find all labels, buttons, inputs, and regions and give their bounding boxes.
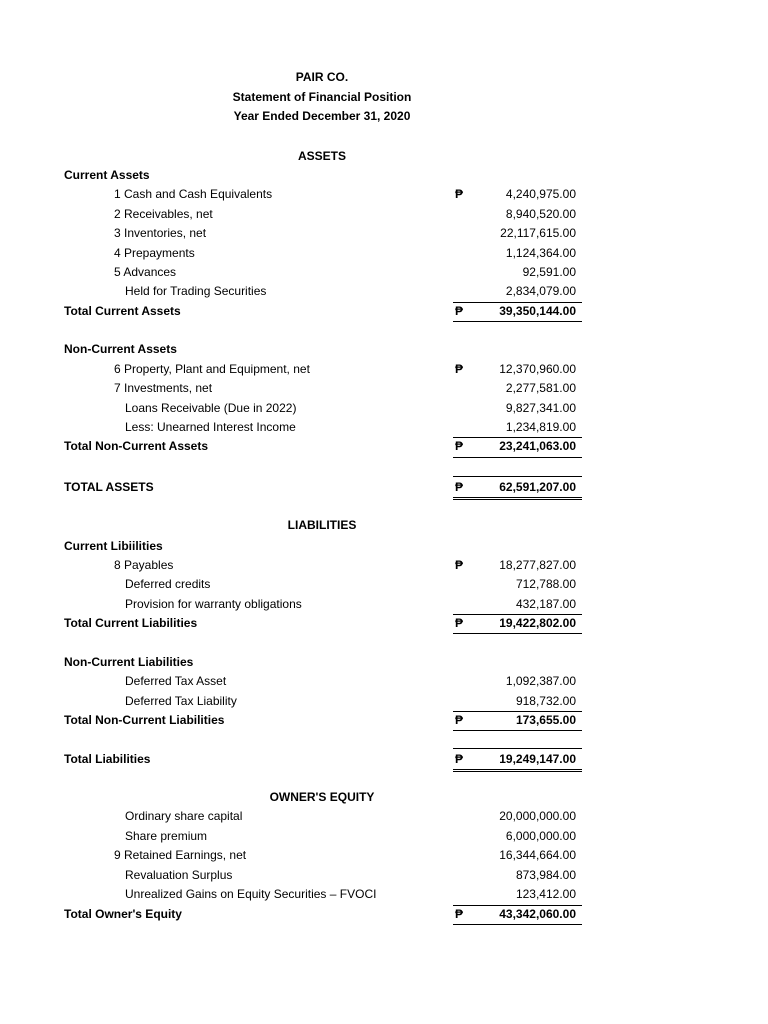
peso-sign: ₱ — [455, 752, 464, 766]
line-item-loans-receivable — [0, 399, 768, 418]
line-item-advances — [0, 263, 768, 282]
line-item-label: Share premium — [125, 829, 208, 843]
line-item-label: 8 Payables — [114, 558, 174, 572]
total-amount: 62,591,207.00 — [499, 480, 576, 494]
current-assets-heading — [0, 166, 768, 185]
line-item-label: Less: Unearned Interest Income — [125, 420, 296, 434]
peso-sign: ₱ — [455, 304, 464, 318]
total-label: Total Non-Current Liabilities — [64, 713, 225, 727]
peso-sign: ₱ — [455, 713, 464, 727]
liabilities-section-heading: LIABILITIES — [287, 518, 357, 532]
line-item-inventories — [0, 224, 768, 243]
total-label: Total Non-Current Assets — [64, 439, 209, 453]
line-item-deferred-tax-asset — [0, 672, 768, 691]
line-item-prepayments — [0, 244, 768, 263]
line-item-cash — [0, 185, 768, 204]
line-item-payables — [0, 556, 768, 575]
peso-sign: ₱ — [455, 439, 464, 453]
company-name: PAIR CO. — [295, 70, 349, 84]
line-item-amount: 20,000,000.00 — [499, 809, 576, 823]
line-item-amount: 18,277,827.00 — [499, 558, 576, 572]
total-current-liabilities-row — [0, 614, 768, 633]
total-amount: 23,241,063.00 — [499, 439, 576, 453]
peso-sign: ₱ — [455, 558, 464, 572]
line-item-revaluation-surplus — [0, 866, 768, 885]
line-item-label: Ordinary share capital — [125, 809, 243, 823]
line-item-amount: 918,732.00 — [515, 694, 576, 708]
line-item-amount: 2,834,079.00 — [505, 284, 576, 298]
line-item-deferred-credits — [0, 575, 768, 594]
total-label: Total Current Liabilities — [64, 616, 198, 630]
line-item-share-capital — [0, 807, 768, 826]
line-item-label: Deferred Tax Asset — [125, 674, 227, 688]
statement-period: Year Ended December 31, 2020 — [233, 109, 411, 123]
total-label: Total Current Assets — [64, 304, 181, 318]
total-noncurrent-assets-row — [0, 437, 768, 456]
line-item-retained-earnings — [0, 846, 768, 865]
line-item-label: 3 Inventories, net — [114, 226, 207, 240]
section-label: Current Libiilities — [64, 539, 163, 553]
peso-sign: ₱ — [455, 362, 464, 376]
line-item-unearned-interest — [0, 418, 768, 437]
line-item-amount: 8,940,520.00 — [505, 207, 576, 221]
total-underline — [453, 633, 582, 634]
total-amount: 19,249,147.00 — [499, 752, 576, 766]
double-underline — [453, 769, 582, 772]
peso-sign: ₱ — [455, 907, 464, 921]
total-underline — [453, 730, 582, 731]
total-label: TOTAL ASSETS — [64, 480, 154, 494]
line-item-trading-securities — [0, 282, 768, 301]
line-item-label: Deferred Tax Liability — [125, 694, 237, 708]
total-amount: 43,342,060.00 — [499, 907, 576, 921]
line-item-label: 2 Receivables, net — [114, 207, 213, 221]
line-item-amount: 2,277,581.00 — [505, 381, 576, 395]
line-item-amount: 6,000,000.00 — [505, 829, 576, 843]
line-item-amount: 9,827,341.00 — [505, 401, 576, 415]
line-item-amount: 123,412.00 — [515, 887, 576, 901]
line-item-label: 9 Retained Earnings, net — [114, 848, 247, 862]
line-item-amount: 1,092,387.00 — [505, 674, 576, 688]
line-item-amount: 1,124,364.00 — [505, 246, 576, 260]
total-underline — [453, 457, 582, 458]
statement-title: Statement of Financial Position — [232, 90, 412, 104]
total-amount: 173,655.00 — [515, 713, 576, 727]
grand-total-rule — [453, 748, 582, 749]
line-item-label: 7 Investments, net — [114, 381, 213, 395]
section-label: Non-Current Assets — [64, 342, 177, 356]
peso-sign: ₱ — [455, 480, 464, 494]
double-underline — [453, 497, 582, 500]
line-item-label: Unrealized Gains on Equity Securities – FVOCI — [125, 887, 377, 901]
line-item-label: 4 Prepayments — [114, 246, 195, 260]
grand-total-rule — [453, 476, 582, 477]
total-underline — [453, 321, 582, 322]
line-item-amount: 4,240,975.00 — [505, 187, 576, 201]
peso-sign: ₱ — [455, 187, 464, 201]
line-item-amount: 432,187.00 — [515, 597, 576, 611]
line-item-amount: 12,370,960.00 — [499, 362, 576, 376]
section-label: Non-Current Liabilities — [64, 655, 194, 669]
total-underline — [453, 924, 582, 925]
total-liabilities-row — [0, 750, 768, 769]
noncurrent-assets-heading — [0, 340, 768, 359]
total-label: Total Liabilities — [64, 752, 151, 766]
total-current-assets-row — [0, 302, 768, 321]
line-item-ppe — [0, 360, 768, 379]
total-equity-row — [0, 905, 768, 924]
line-item-amount: 16,344,664.00 — [499, 848, 576, 862]
line-item-unrealized-gains — [0, 885, 768, 904]
noncurrent-liabilities-heading — [0, 653, 768, 672]
line-item-amount: 92,591.00 — [522, 265, 576, 279]
line-item-receivables — [0, 205, 768, 224]
total-noncurrent-liabilities-row — [0, 711, 768, 730]
line-item-label: Loans Receivable (Due in 2022) — [125, 401, 297, 415]
line-item-deferred-tax-liability — [0, 692, 768, 711]
current-liabilities-heading — [0, 537, 768, 556]
line-item-investments — [0, 379, 768, 398]
equity-section-heading: OWNER'S EQUITY — [269, 790, 375, 804]
line-item-share-premium — [0, 827, 768, 846]
line-item-label: 6 Property, Plant and Equipment, net — [114, 362, 310, 376]
line-item-amount: 712,788.00 — [515, 577, 576, 591]
total-label: Total Owner's Equity — [64, 907, 182, 921]
line-item-label: 5 Advances — [114, 265, 177, 279]
line-item-amount: 873,984.00 — [515, 868, 576, 882]
line-item-amount: 1,234,819.00 — [505, 420, 576, 434]
assets-section-heading: ASSETS — [297, 149, 346, 163]
line-item-label: Revaluation Surplus — [125, 868, 233, 882]
peso-sign: ₱ — [455, 616, 464, 630]
total-amount: 39,350,144.00 — [499, 304, 576, 318]
line-item-label: 1 Cash and Cash Equivalents — [114, 187, 273, 201]
total-amount: 19,422,802.00 — [499, 616, 576, 630]
line-item-label: Deferred credits — [125, 577, 211, 591]
line-item-warranty-provision — [0, 595, 768, 614]
section-label: Current Assets — [64, 168, 150, 182]
line-item-label: Provision for warranty obligations — [125, 597, 302, 611]
line-item-label: Held for Trading Securities — [125, 284, 267, 298]
line-item-amount: 22,117,615.00 — [500, 226, 576, 240]
total-assets-row — [0, 478, 768, 497]
